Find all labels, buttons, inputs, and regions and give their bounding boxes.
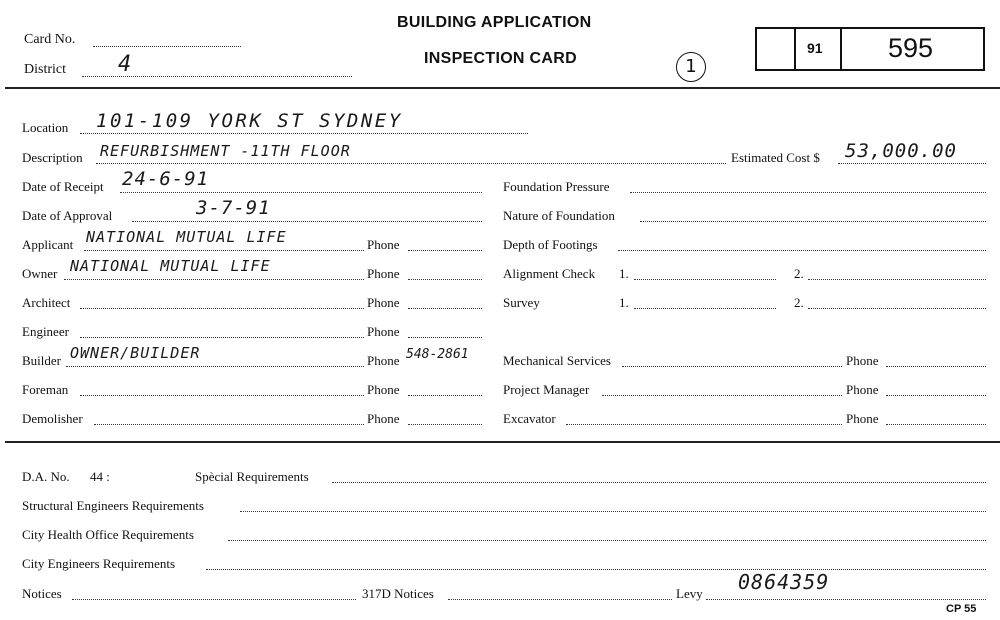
survey-field-1 [634, 308, 776, 309]
estimated-cost-field [838, 163, 986, 164]
header-divider [5, 87, 1000, 89]
description-field [96, 163, 726, 164]
date-receipt-field [120, 192, 482, 193]
form-code: CP 55 [946, 603, 977, 615]
date-approval-field [132, 221, 482, 222]
owner-value: NATIONAL MUTUAL LIFE [70, 257, 271, 275]
project-manager-phone-field [886, 395, 986, 396]
notices-field [72, 599, 356, 600]
foreman-field [80, 395, 364, 396]
levy-value: 0864359 [738, 570, 830, 594]
project-manager-label: Project Manager [503, 382, 590, 397]
structural-requirements-field [240, 511, 986, 512]
date-receipt-label: Date of Receipt [22, 179, 104, 194]
health-requirements-label: City Health Office Requirements [22, 527, 194, 542]
builder-field [66, 366, 364, 367]
foreman-phone-label: Phone [367, 382, 400, 397]
demolisher-phone-label: Phone [367, 411, 400, 426]
district-label: District [24, 62, 66, 77]
alignment-check-label: Alignment Check [503, 266, 596, 281]
owner-label: Owner [22, 266, 58, 281]
card-no-field [93, 46, 241, 47]
date-receipt-value: 24-6-91 [122, 168, 210, 190]
foreman-phone-field [408, 395, 482, 396]
engineer-phone-field [408, 337, 482, 338]
survey-num-1: 1. [619, 295, 629, 310]
card-title-line1: BUILDING APPLICATION [397, 14, 592, 31]
card-number-box-divider-1 [794, 27, 796, 71]
builder-value: OWNER/BUILDER [70, 344, 201, 362]
architect-phone-field [408, 308, 482, 309]
alignment-num-2: 2. [794, 266, 804, 281]
card-number-small: 91 [807, 40, 823, 56]
levy-label: Levy [676, 586, 703, 601]
city-engineers-field [206, 569, 986, 570]
project-manager-field [602, 395, 842, 396]
location-label: Location [22, 120, 69, 135]
survey-num-2: 2. [794, 295, 804, 310]
demolisher-label: Demolisher [22, 411, 83, 426]
excavator-field [566, 424, 842, 425]
owner-phone-field [408, 279, 482, 280]
depth-footings-label: Depth of Footings [503, 237, 598, 252]
applicant-phone-label: Phone [367, 237, 400, 252]
card-number-large: 595 [888, 33, 934, 63]
circled-number-mark: 1 [676, 52, 706, 82]
da-no-value: 44 : [90, 469, 110, 484]
applicant-field [84, 250, 364, 251]
card-number-box-divider-2 [840, 27, 842, 71]
estimated-cost-value: 53,000.00 [845, 140, 957, 162]
da-no-label: D.A. No. [22, 469, 70, 484]
nature-foundation-field [640, 221, 986, 222]
architect-field [80, 308, 364, 309]
engineer-field [80, 337, 364, 338]
estimated-cost-label: Estimated Cost $ [731, 150, 820, 165]
date-approval-label: Date of Approval [22, 208, 113, 223]
depth-footings-field [618, 250, 986, 251]
date-approval-value: 3-7-91 [196, 197, 271, 219]
card-title-line2: INSPECTION CARD [424, 50, 577, 67]
architect-label: Architect [22, 295, 71, 310]
city-engineers-label: City Engineers Requirements [22, 556, 176, 571]
excavator-phone-label: Phone [846, 411, 879, 426]
description-value: REFURBISHMENT -11TH FLOOR [100, 142, 351, 160]
levy-field [706, 599, 986, 600]
mechanical-phone-label: Phone [846, 353, 879, 368]
excavator-label: Excavator [503, 411, 556, 426]
mechanical-phone-field [886, 366, 986, 367]
builder-phone-value: 548-2861 [406, 347, 469, 362]
owner-phone-label: Phone [367, 266, 400, 281]
notices-label: Notices [22, 586, 62, 601]
nature-foundation-label: Nature of Foundation [503, 208, 615, 223]
foundation-pressure-label: Foundation Pressure [503, 179, 610, 194]
alignment-field-2 [808, 279, 986, 280]
applicant-value: NATIONAL MUTUAL LIFE [86, 228, 287, 246]
foreman-label: Foreman [22, 382, 69, 397]
notices-317d-field [448, 599, 672, 600]
survey-label: Survey [503, 295, 540, 310]
special-requirements-field [332, 482, 986, 483]
location-value: 101-109 YORK ST SYDNEY [96, 110, 403, 132]
engineer-phone-label: Phone [367, 324, 400, 339]
notices-317d-label: 317D Notices [362, 586, 434, 601]
district-value: 4 [118, 52, 133, 77]
owner-field [64, 279, 364, 280]
location-field [80, 133, 528, 134]
card-number-box [755, 27, 985, 71]
survey-field-2 [808, 308, 986, 309]
engineer-label: Engineer [22, 324, 69, 339]
builder-phone-label: Phone [367, 353, 400, 368]
builder-label: Builder [22, 353, 61, 368]
alignment-num-1: 1. [619, 266, 629, 281]
alignment-field-1 [634, 279, 776, 280]
mechanical-services-label: Mechanical Services [503, 353, 611, 368]
demolisher-field [94, 424, 364, 425]
mechanical-services-field [622, 366, 842, 367]
card-no-label: Card No. [24, 32, 76, 47]
foundation-pressure-field [630, 192, 986, 193]
demolisher-phone-field [408, 424, 482, 425]
applicant-phone-field [408, 250, 482, 251]
section-divider [5, 441, 1000, 443]
health-requirements-field [228, 540, 986, 541]
applicant-label: Applicant [22, 237, 74, 252]
excavator-phone-field [886, 424, 986, 425]
description-label: Description [22, 150, 83, 165]
architect-phone-label: Phone [367, 295, 400, 310]
special-requirements-label: Spècial Requirements [195, 469, 309, 484]
structural-requirements-label: Structural Engineers Requirements [22, 498, 204, 513]
project-manager-phone-label: Phone [846, 382, 879, 397]
